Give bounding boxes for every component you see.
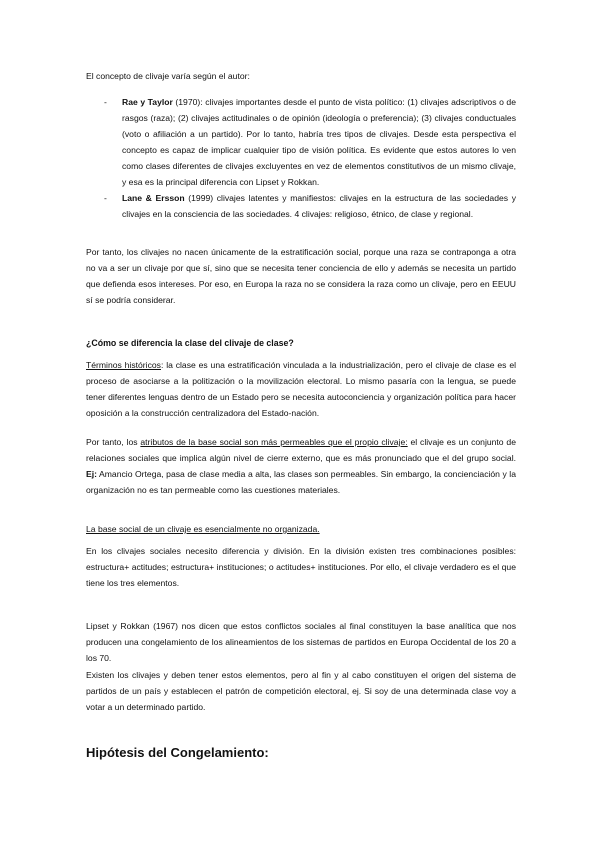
author-list [104,94,516,222]
list-item-text: (1999) clivajes latentes y manifiestos: clivajes en la estructura de las sociedades y clivajes en la consciencia de las sociedades. 4 clivajes: religioso, étnico, de clase y regional. [122,193,516,219]
section-question-heading: ¿Cómo se diferencia la clase del clivaje de clase? [86,338,294,348]
intro-paragraph: El concepto de clivaje varía según el autor: [86,71,250,81]
author-name: Lane & Ersson [122,193,185,203]
atributos-post: Amancio Ortega, pasa de clase media a alta, las clases son permeables. Sin embargo, la concienciación y la organización no es tan permeable como las cuestiones materiales. [86,469,516,495]
base-social-text: La base social de un clivaje es esencialmente no organizada. [86,524,320,534]
existen-paragraph: Existen los clivajes y deben tener estos elementos, pero al fin y al cabo constituyen el origen del sistema de partidos de un país y establecen el patrón de competición electoral, ej. Si soy de una determinada clase voy a votar a un determinado partido. [86,670,516,712]
list-item [104,190,516,222]
atributos-paragraph [86,434,516,498]
lipset-paragraph: Lipset y Rokkan (1967) nos dicen que estos conflictos sociales al final constituyen la base analítica que nos producen una congelamiento de los alineamientos de los sistemas de partidos en Europa Occidental de los 20 a los 70. [86,621,516,663]
list-dash: - [104,193,107,203]
terminos-paragraph [86,357,516,421]
por-tanto-paragraph: Por tanto, los clivajes no nacen únicamente de la estratificación social, porque una raza se contraponga a otra no va a ser un clivaje por que sí, sino que se necesita tener conciencia de ello y además se necesita un partido que defienda esos intereses. Por eso, en Europa la raza no se considera la raza como un clivaje, pero en EEUU sí se podría considerar. [86,247,516,305]
hipotesis-heading: Hipótesis del Congelamiento: [86,745,269,760]
list-item [104,94,516,190]
base-social-paragraph [86,521,516,537]
terminos-text: : la clase es una estratificación vinculada a la industrialización, pero el clivaje de clase es el proceso de asociarse a la politización o la movilización electoral. Lo mismo pasaría con la lengua, se puede tener diferentes lenguas dentro de un Estado pero se necesita autoconciencia y organización política para hacer oposición a la construcción centralizadora del Estado-nación. [86,360,517,418]
atributos-mid: el clivaje es un conjunto de relaciones sociales que implica algún nivel de cierre externo, que es más pronunciado que el del grupo social. [86,437,516,463]
atributos-underlined: atributos de la base social son más permeables que el propio clivaje: [140,437,408,447]
list-dash: - [104,97,107,107]
atributos-pre: Por tanto, los [86,437,141,447]
terminos-label: Términos históricos [86,360,161,370]
author-name: Rae y Taylor [122,97,173,107]
list-item-text: (1970): clivajes importantes desde el punto de vista político: (1) clivajes adscriptivos o de rasgos (raza); (2) clivajes actitudinales o de opinión (ideología o preferencia); (3) clivajes conductuales (voto o afiliación a un partido). Por lo tanto, habría tres tipos de clivajes. Desde esta perspectiva el concepto es capaz de implicar cualquier tipo de visión política. Es evidente que estos autores lo ven como clases diferentes de clivajes excluyentes en vez de elementos constitutivos de un mismo clivaje, y esa es la principal diferencia con Lipset y Rokkan. [122,97,516,187]
ejemplo-label: Ej: [86,469,97,479]
clivajes-sociales-paragraph: En los clivajes sociales necesito diferencia y división. En la división existen tres combinaciones posibles: estructura+ actitudes; estructura+ instituciones; o actitudes+ instituciones. Por ello, el clivaje verdadero es el que tiene los tres elementos. [86,546,516,588]
